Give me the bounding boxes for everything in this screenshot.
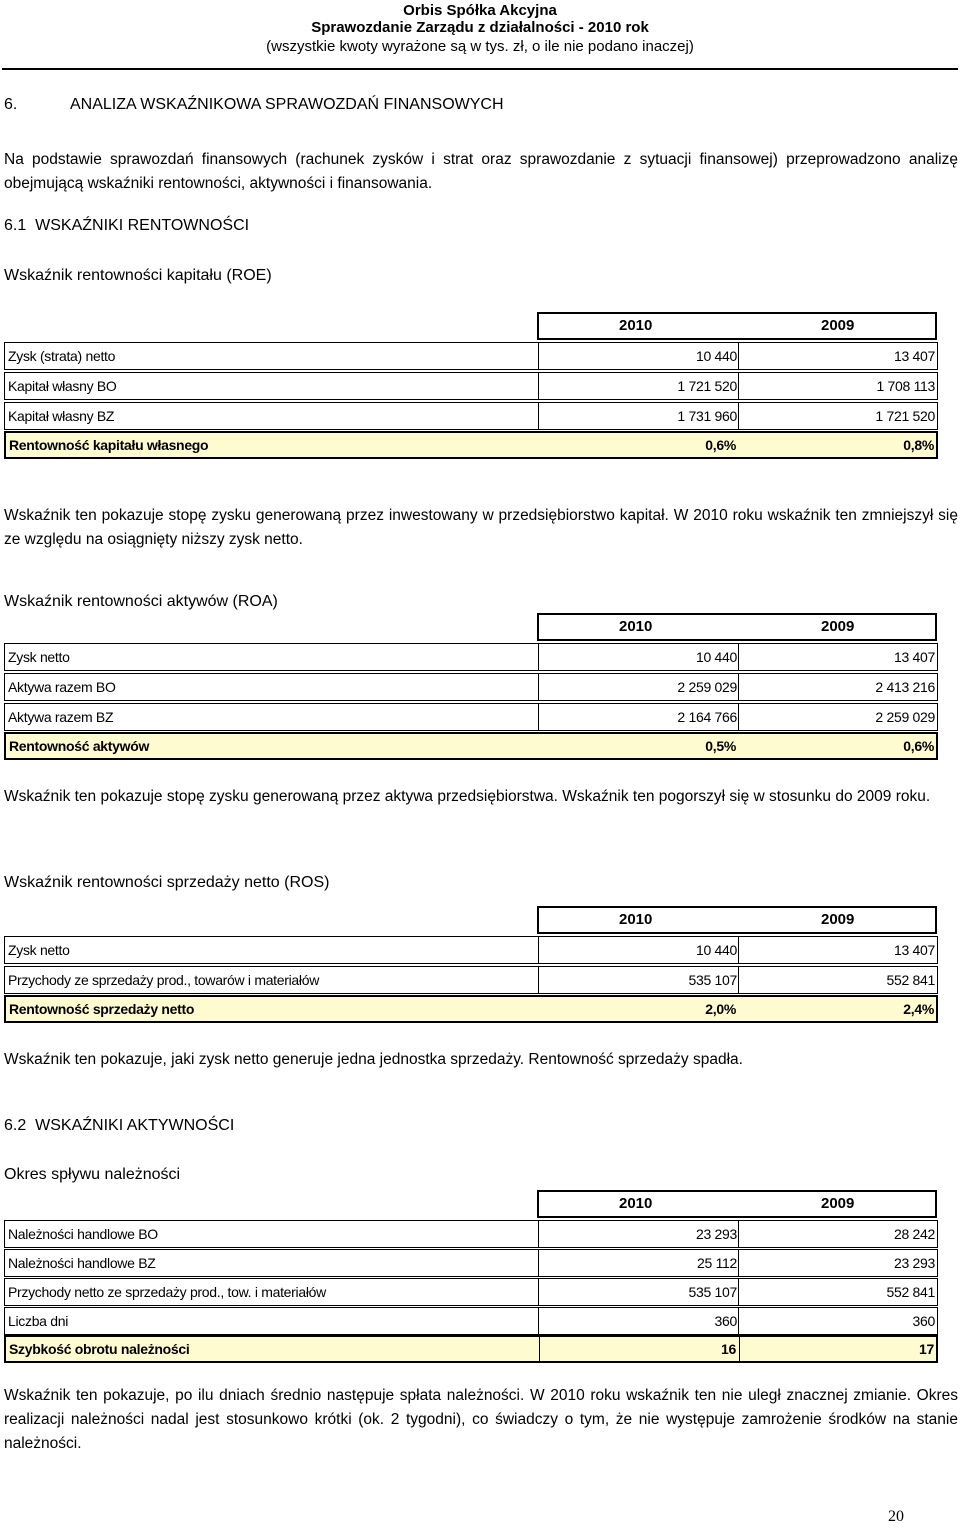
year-header [537,906,937,934]
value-2010: 10 440 [695,348,737,364]
value-2009: 0,6% [903,738,934,754]
row-label: Należności handlowe BO [8,1226,158,1242]
row-label: Kapitał własny BO [8,378,117,394]
row-label: Przychody netto ze sprzedaży prod., tow. i materiałów [8,1284,326,1300]
header-divider [2,68,958,70]
table-row [4,1307,938,1335]
row-label: Szybkość obrotu należności [9,1341,190,1357]
total-row [4,995,938,1023]
company-name: Orbis Spółka Akcyjna [403,2,557,19]
row-label: Aktywa razem BZ [8,709,114,725]
total-row [4,431,938,459]
roa-comment: Wskaźnik ten pokazuje stopę zysku generowaną przez aktywa przedsiębiorstwa. Wskaźnik ten pogorszył się w stosunku do 2009 roku. [4,788,931,805]
value-2009: 13 407 [893,942,935,958]
total-row [4,732,938,760]
report-title: Sprawozdanie Zarządu z działalności - 2010 rok [311,19,649,36]
value-2009: 28 242 [893,1226,935,1242]
value-2009: 2 413 216 [875,679,935,695]
year-2009: 2009 [821,911,855,928]
row-label: Zysk netto [8,649,70,665]
units-note: (wszystkie kwoty wyrażone są w tys. zł, o ile nie podano inaczej) [266,38,694,55]
row-label: Przychody ze sprzedaży prod., towarów i materiałów [8,972,320,988]
year-2010: 2010 [619,317,653,334]
total-row [4,1335,938,1363]
table-row [4,936,938,964]
value-2009: 13 407 [893,348,935,364]
value-2010: 10 440 [695,942,737,958]
value-2010: 2 259 029 [677,679,737,695]
section-6-1-title: 6.1 WSKAŹNIKI RENTOWNOŚCI [4,217,250,234]
value-2010: 535 107 [688,972,737,988]
value-2010: 0,5% [705,738,736,754]
ros-title: Wskaźnik rentowności sprzedaży netto (ROS) [4,874,330,891]
roa-title: Wskaźnik rentowności aktywów (ROA) [4,593,278,610]
value-2009: 552 841 [886,1284,935,1300]
value-2009: 17 [919,1341,934,1357]
row-label: Zysk netto [8,942,70,958]
value-2009: 552 841 [886,972,935,988]
table-row [4,372,938,400]
value-2009: 360 [912,1313,935,1329]
table-row [4,402,938,430]
table-row [4,342,938,370]
year-2009: 2009 [821,317,855,334]
table-row [4,1220,938,1248]
table-row [4,1278,938,1306]
value-2009: 1 721 520 [875,408,935,424]
value-2010: 1 721 520 [677,378,737,394]
value-2009: 2,4% [903,1001,934,1017]
value-2010: 10 440 [695,649,737,665]
value-2010: 1 731 960 [677,408,737,424]
year-2010: 2010 [619,1195,653,1212]
year-header [537,1190,937,1218]
row-label: Liczba dni [8,1313,69,1329]
value-2010: 0,6% [705,437,736,453]
roe-comment: Wskaźnik ten pokazuje stopę zysku generowaną przez inwestowany w przedsiębiorstwo kapitał. W 2010 roku wskaźnik ten zmniejszył się ze względu na osiągnięty niższy zysk netto. [4,507,958,548]
table-row [4,1249,938,1277]
roe-title: Wskaźnik rentowności kapitału (ROE) [4,267,272,284]
ros-comment: Wskaźnik ten pokazuje, jaki zysk netto generuje jedna jednostka sprzedaży. Rentowność sprzedaży spadła. [4,1051,743,1068]
value-2009: 0,8% [903,437,934,453]
year-2010: 2010 [619,911,653,928]
section-6-2-title: 6.2 WSKAŹNIKI AKTYWNOŚCI [4,1117,235,1134]
value-2010: 16 [721,1341,736,1357]
row-label: Należności handlowe BZ [8,1255,156,1271]
row-label: Zysk (strata) netto [8,348,116,364]
value-2009: 13 407 [893,649,935,665]
row-label: Rentowność sprzedaży netto [9,1001,195,1017]
row-label: Rentowność aktywów [9,738,150,754]
table-row [4,703,938,731]
year-2010: 2010 [619,618,653,635]
value-2010: 25 112 [697,1255,737,1271]
year-2009: 2009 [821,618,855,635]
value-2009: 2 259 029 [875,709,935,725]
year-header [537,312,937,340]
value-2010: 2,0% [705,1001,736,1017]
value-2009: 1 708 113 [876,378,935,394]
page-number: 20 [888,1508,904,1525]
year-2009: 2009 [821,1195,855,1212]
section-6-number: 6. [4,96,18,113]
table-row [4,966,938,994]
page-header [0,2,960,56]
row-label: Aktywa razem BO [8,679,116,695]
receivables-comment: Wskaźnik ten pokazuje, po ilu dniach średnio następuje spłata należności. W 2010 roku wskaźnik ten nie uległ znacznej zmianie. Okres realizacji należności nadal jest stosunkowo krótki (ok. 2 tygodni), co świadczy o tym, że nie występuje zamrożenie środków na stanie należności. [4,1387,958,1452]
value-2010: 2 164 766 [677,709,737,725]
section-6-intro: Na podstawie sprawozdań finansowych (rachunek zysków i strat oraz sprawozdanie z sytuacji finansowej) przeprowadzono analizę obejmującą wskaźniki rentowności, aktywności i finansowania. [4,151,958,192]
row-label: Rentowność kapitału własnego [9,437,209,453]
value-2009: 23 293 [893,1255,935,1271]
year-header [537,613,937,641]
section-6-title: ANALIZA WSKAŹNIKOWA SPRAWOZDAŃ FINANSOWYCH [70,96,504,113]
value-2010: 535 107 [688,1284,737,1300]
row-label: Kapitał własny BZ [8,408,115,424]
table-row [4,673,938,701]
receivables-title: Okres spływu należności [4,1166,181,1183]
value-2010: 360 [714,1313,737,1329]
value-2010: 23 293 [695,1226,737,1242]
table-row [4,643,938,671]
